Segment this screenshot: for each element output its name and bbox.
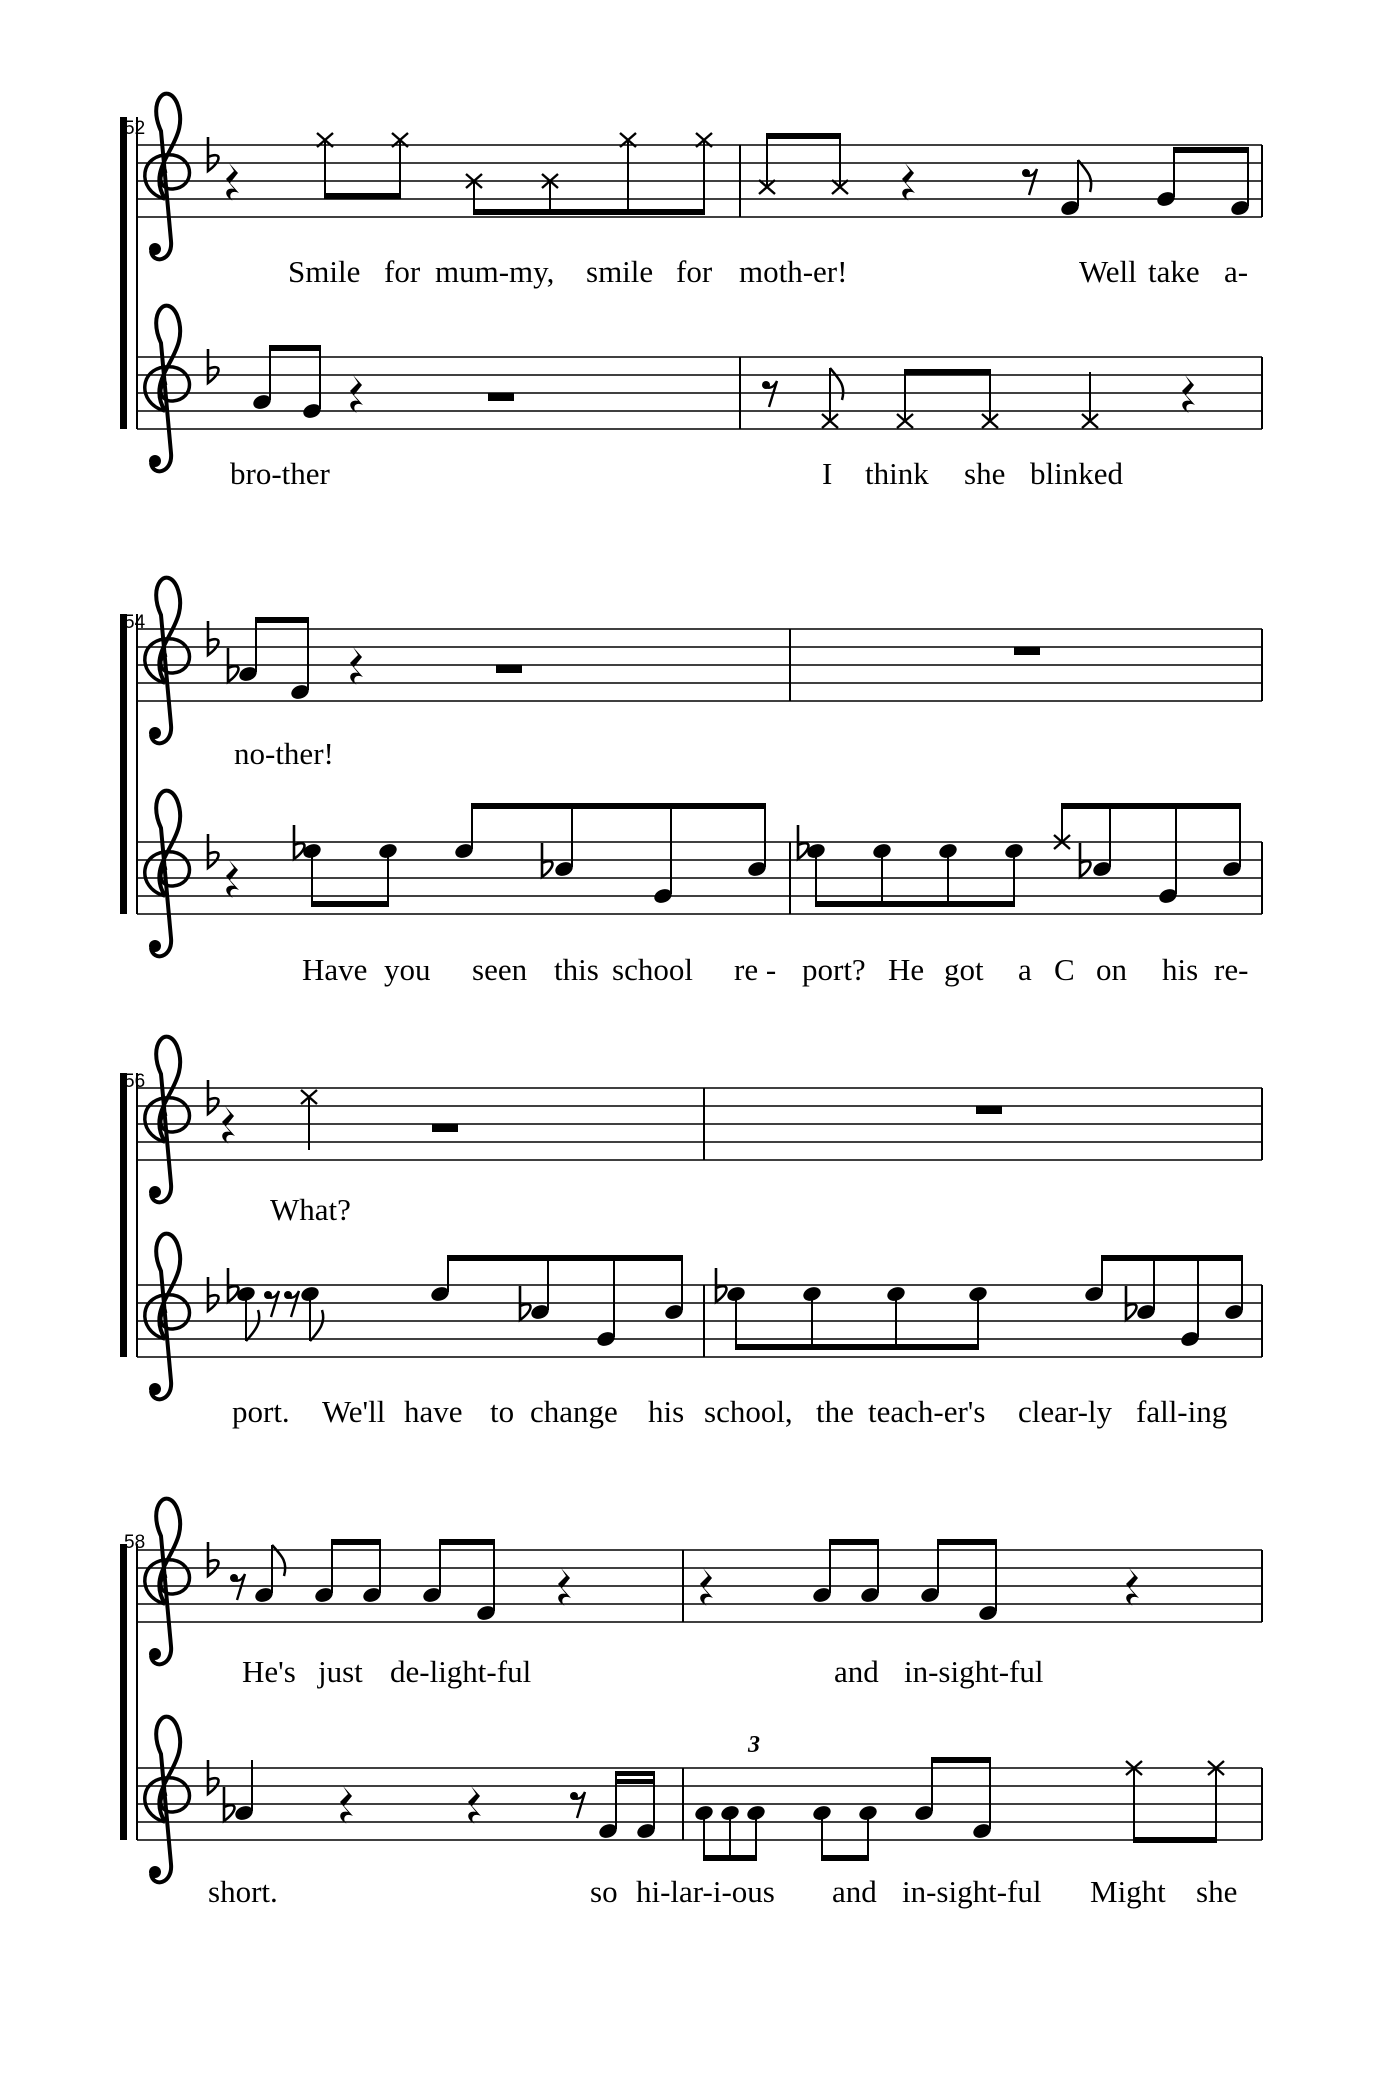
half-rest-icon xyxy=(432,1124,458,1132)
lyric: moth-er! xyxy=(739,254,848,289)
flat-icon xyxy=(208,621,219,655)
lyric: have xyxy=(404,1394,463,1429)
quarter-rest-icon xyxy=(1126,1568,1139,1606)
lyric: de-light-ful xyxy=(390,1654,532,1689)
measure-number: 52 xyxy=(124,118,146,139)
lyric: in-sight-ful xyxy=(902,1874,1042,1909)
lyric: a xyxy=(1018,952,1032,987)
lyric: to xyxy=(490,1394,515,1429)
quarter-rest-icon xyxy=(226,163,239,201)
flat-icon xyxy=(208,1080,219,1114)
staff-lower xyxy=(137,791,1262,957)
lyric: Might xyxy=(1090,1874,1166,1909)
lyric: He xyxy=(888,952,925,987)
eighth-rest-icon xyxy=(264,1291,279,1317)
lyric: got xyxy=(944,952,984,987)
lyric: and xyxy=(832,1874,877,1909)
lyric: so xyxy=(590,1874,618,1909)
staff-lower xyxy=(137,306,1262,472)
lyric: He's xyxy=(242,1654,296,1689)
measure-number: 56 xyxy=(124,1071,146,1092)
quarter-rest-icon xyxy=(350,647,363,685)
lyric: the xyxy=(816,1394,854,1429)
lyric: for xyxy=(384,254,421,289)
quarter-rest-icon xyxy=(558,1568,571,1606)
flat-icon xyxy=(208,349,219,383)
treble-clef-icon xyxy=(145,1234,190,1400)
lyric: take xyxy=(1148,254,1200,289)
eighth-rest-icon xyxy=(1022,169,1037,195)
quarter-rest-icon xyxy=(222,1106,235,1144)
lyric: fall-ing xyxy=(1136,1394,1228,1429)
lyric: re- xyxy=(1214,952,1249,987)
quarter-rest-icon xyxy=(340,1786,353,1824)
quarter-rest-icon xyxy=(468,1786,481,1824)
quarter-rest-icon xyxy=(700,1568,713,1606)
eighth-rest-icon xyxy=(284,1291,299,1317)
lyric: Smile xyxy=(288,254,361,289)
lyric: re - xyxy=(734,952,777,987)
lyric: short. xyxy=(208,1874,278,1909)
lyric: she xyxy=(1196,1874,1238,1909)
lyric: port? xyxy=(802,952,866,987)
flat-icon xyxy=(208,137,219,171)
treble-clef-icon xyxy=(145,94,190,260)
lyric: Well xyxy=(1079,254,1137,289)
staff-lower xyxy=(137,1234,1262,1400)
whole-rest-icon xyxy=(1014,647,1040,655)
eighth-rest-icon xyxy=(230,1574,245,1600)
flat-icon xyxy=(208,834,219,868)
tuplet-mark: 3 xyxy=(748,1732,760,1758)
lyric: port. xyxy=(232,1394,290,1429)
staff-upper xyxy=(137,1037,1262,1203)
eighth-rest-icon xyxy=(570,1792,585,1818)
lyric: change xyxy=(530,1394,618,1429)
quarter-rest-icon xyxy=(902,163,915,201)
lyric: his xyxy=(648,1394,685,1429)
measure-number: 58 xyxy=(124,1532,146,1553)
flat-icon xyxy=(208,1277,219,1311)
staff-upper xyxy=(137,94,1262,260)
lyric: seen xyxy=(472,952,528,987)
measure-number: 54 xyxy=(124,612,146,633)
lyric: smile xyxy=(586,254,654,289)
lyric: clear-ly xyxy=(1018,1394,1113,1429)
staff-lower xyxy=(137,1717,1262,1883)
lyric: a- xyxy=(1224,254,1249,289)
treble-clef-icon xyxy=(145,1717,190,1883)
system-4 xyxy=(120,1499,1262,1883)
treble-clef-icon xyxy=(145,1037,190,1203)
lyric: school, xyxy=(704,1394,793,1429)
lyric: blinked xyxy=(1030,456,1123,491)
lyric: bro-ther xyxy=(230,456,330,491)
lyric: school xyxy=(612,952,693,987)
half-rest-icon xyxy=(496,665,522,673)
lyric: this xyxy=(554,952,599,987)
whole-rest-icon xyxy=(976,1106,1002,1114)
eighth-rest-icon xyxy=(762,381,777,407)
lyric: no-ther! xyxy=(234,736,334,771)
treble-clef-icon xyxy=(145,791,190,957)
staff-upper xyxy=(137,578,1262,744)
lyric: on xyxy=(1096,952,1127,987)
lyric: his xyxy=(1162,952,1199,987)
lyric: she xyxy=(964,456,1006,491)
staff-upper xyxy=(137,1499,1262,1665)
lyric: for xyxy=(676,254,713,289)
lyric: and xyxy=(834,1654,879,1689)
lyric: Have xyxy=(302,952,368,987)
lyric: C xyxy=(1054,952,1075,987)
treble-clef-icon xyxy=(145,306,190,472)
lyric: in-sight-ful xyxy=(904,1654,1044,1689)
quarter-rest-icon xyxy=(1182,375,1195,413)
lyric: mum-my, xyxy=(435,254,555,289)
quarter-rest-icon xyxy=(350,375,363,413)
lyric: I xyxy=(822,456,833,491)
lyric: hi-lar-i-ous xyxy=(636,1874,775,1909)
lyric: teach-er's xyxy=(868,1394,986,1429)
lyric: think xyxy=(865,456,929,491)
lyric: just xyxy=(318,1654,363,1689)
lyric: you xyxy=(384,952,431,987)
flat-icon xyxy=(208,1760,219,1794)
treble-clef-icon xyxy=(145,1499,190,1665)
flat-icon xyxy=(208,1542,219,1576)
half-rest-icon xyxy=(488,393,514,401)
lyric: We'll xyxy=(322,1394,386,1429)
lyric: What? xyxy=(270,1192,351,1227)
treble-clef-icon xyxy=(145,578,190,744)
quarter-rest-icon xyxy=(226,860,239,898)
